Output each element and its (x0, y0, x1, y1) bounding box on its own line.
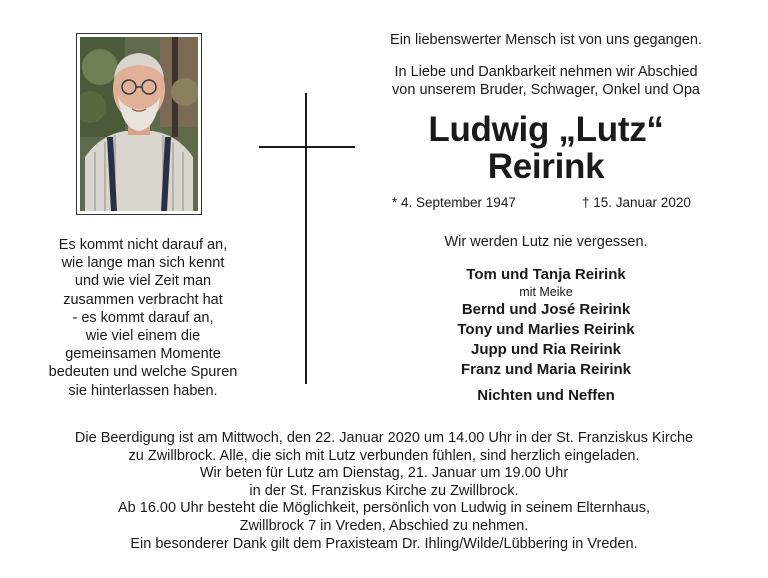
family-member: Tony und Marlies Reirink (457, 321, 635, 338)
birth-date: * 4. September 1947 (392, 195, 516, 210)
family-member: Bernd und José Reirink (461, 301, 631, 318)
farewell-text (368, 63, 724, 99)
funeral-line: in der St. Franziskus Kirche zu Zwillbrock. (249, 482, 519, 499)
poem-line: gemeinsamen Momente (65, 346, 221, 363)
memorial-text: Wir werden Lutz nie vergessen. (444, 234, 648, 250)
funeral-line: zu Zwillbrock. Alle, die sich mit Lutz verbunden fühlen, sind herzlich eingeladen. (128, 447, 640, 464)
family-list (368, 265, 724, 406)
farewell-line-1: In Liebe und Dankbarkeit nehmen wir Abschied (394, 64, 698, 80)
death-date: † 15. Januar 2020 (582, 195, 691, 210)
deceased-name-line-1: Ludwig „Lutz“ (428, 110, 664, 149)
portrait-photo-icon (80, 37, 198, 211)
funeral-info (20, 430, 748, 553)
portrait-frame (76, 33, 202, 215)
cross-horizontal-bar (259, 146, 355, 148)
poem-line: bedeuten und welche Spuren (48, 364, 238, 381)
farewell-line-2: von unserem Bruder, Schwager, Onkel und Opa (392, 82, 700, 98)
poem-line: Es kommt nicht darauf an, (58, 237, 228, 253)
intro-text: Ein liebenswerter Mensch ist von uns gegangen. (390, 32, 702, 48)
poem-line: und wie viel Zeit man (74, 273, 212, 290)
funeral-line: Zwillbrock 7 in Vreden, Abschied zu nehmen. (239, 517, 529, 534)
deceased-name-line-2: Reirink (487, 147, 605, 186)
poem-line: wie lange man sich kennt (61, 255, 225, 272)
funeral-line: Ab 16.00 Uhr besteht die Möglichkeit, persönlich von Ludwig in seinem Elternhaus, (118, 500, 650, 517)
cross-vertical-bar (305, 93, 307, 384)
portrait-illustration (80, 37, 198, 211)
funeral-line: Ein besonderer Dank gilt dem Praxisteam Dr. Ihling/Wilde/Lübbering in Vreden. (130, 535, 638, 552)
poem-line: zusammen verbracht hat (63, 291, 223, 308)
family-member-sub: mit Meike (519, 285, 573, 299)
poem-line: sie hinterlassen haben. (68, 382, 218, 399)
funeral-line: Die Beerdigung ist am Mittwoch, den 22. Januar 2020 um 14.00 Uhr in der St. Franziskus Kirche (74, 430, 694, 446)
family-member: Nichten und Neffen (477, 387, 615, 404)
poem (30, 236, 256, 400)
funeral-line: Wir beten für Lutz am Dienstag, 21. Januar um 19.00 Uhr (199, 465, 569, 482)
family-member: Franz und Maria Reirink (460, 361, 632, 378)
deceased-name (368, 111, 724, 185)
poem-line: wie viel einem die (85, 328, 201, 345)
poem-line: - es kommt darauf an, (72, 309, 214, 326)
family-member: Tom und Tanja Reirink (466, 266, 626, 283)
family-member: Jupp und Ria Reirink (470, 341, 621, 358)
